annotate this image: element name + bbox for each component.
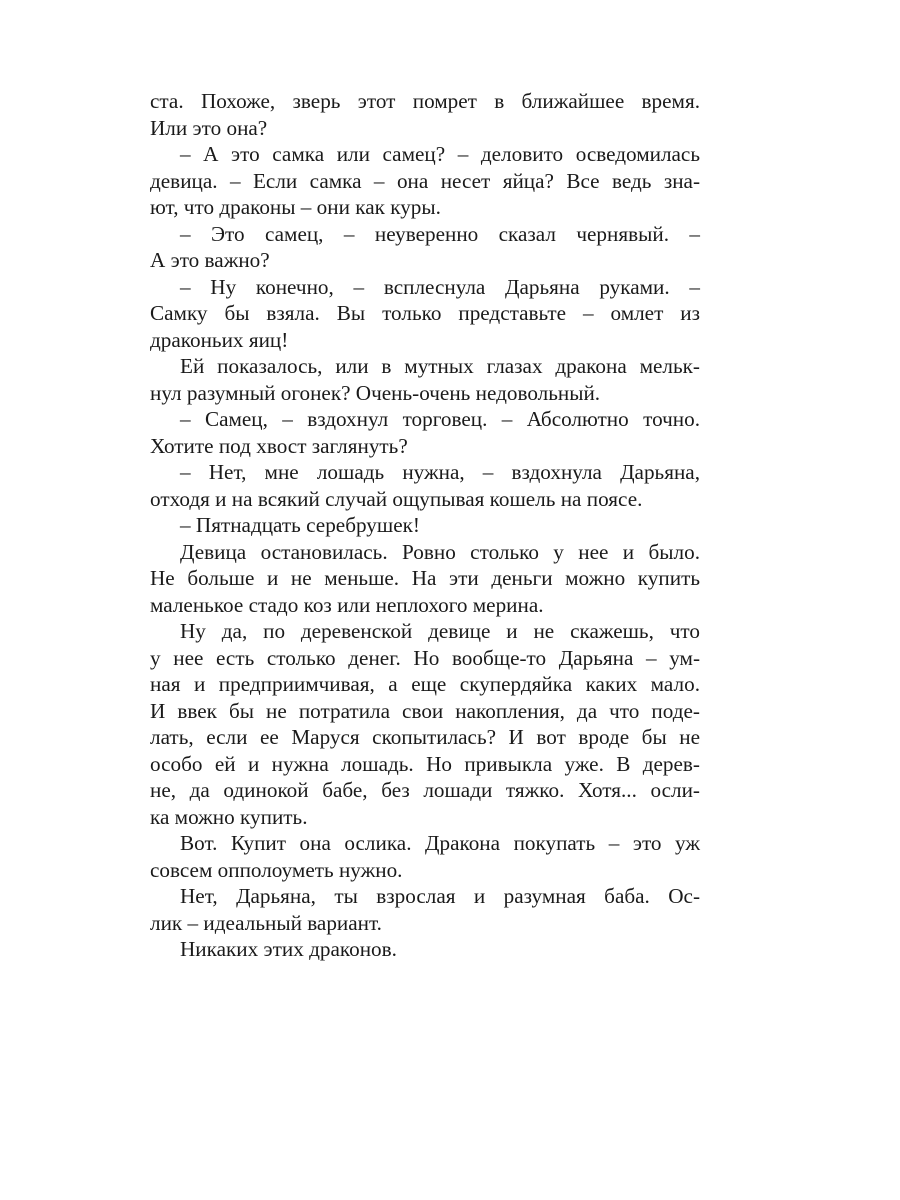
text-line: ная и предприимчивая, а еще скупердяйка каких мало. <box>150 672 700 696</box>
text-line: Не больше и не меньше. На эти деньги можно купить <box>150 566 700 590</box>
text-line: особо ей и нужна лошадь. Но привыкла уже. В дерев- <box>150 751 700 776</box>
text-line: ста. Похоже, зверь этот помрет в ближайшее время. <box>150 89 700 113</box>
text-line: Девица остановилась. Ровно столько у нее и было. <box>180 539 700 564</box>
text-line: Никаких этих драконов. <box>180 937 397 961</box>
text-line: Нет, Дарьяна, ты взрослая и разумная баба. Ос- <box>180 884 700 908</box>
text-line: лать, если ее Маруся скопытилась? И вот вроде бы не <box>150 725 700 749</box>
text-line: А это важно? <box>150 248 270 272</box>
text-line: Ей показалось, или в мутных глазах дракона мельк- <box>180 354 700 378</box>
text-line: – Пятнадцать серебрушек! <box>180 513 420 537</box>
text-line: Хотите под хвост заглянуть? <box>150 433 408 458</box>
text-line: девица. – Если самка – она несет яйца? Все ведь зна- <box>150 168 700 193</box>
text-line: Вот. Купит она ослика. Дракона покупать – это уж <box>180 831 700 855</box>
text-line: не, да одинокой бабе, без лошади тяжко. Хотя... осли- <box>150 778 700 802</box>
text-line: у нее есть столько денег. Но вообще-то Дарьяна – ум- <box>150 645 700 670</box>
text-line: маленькое стадо коз или неплохого мерина. <box>150 592 544 617</box>
text-line: Ну да, по деревенской девице и не скажешь, что <box>180 619 700 643</box>
text-line: И ввек бы не потратила свои накопления, да что поде- <box>150 698 700 723</box>
text-line: ка можно купить. <box>150 804 308 829</box>
text-line: – А это самка или самец? – деловито осведомилась <box>180 142 700 166</box>
text-line: ют, что драконы – они как куры. <box>150 195 441 219</box>
text-line: – Нет, мне лошадь нужна, – вздохнула Дарьяна, <box>180 460 700 484</box>
text-line: – Ну конечно, – всплеснула Дарьяна руками. – <box>180 274 700 299</box>
text-line: драконьих яиц! <box>150 327 289 352</box>
text-line: отходя и на всякий случай ощупывая кошель на поясе. <box>150 486 643 511</box>
text-line: нул разумный огонек? Очень-очень недовольный. <box>150 380 601 405</box>
text-line: – Самец, – вздохнул торговец. – Абсолютно точно. <box>180 407 700 431</box>
book-page-text <box>150 88 700 963</box>
text-line: совсем опполоуметь нужно. <box>150 857 403 882</box>
text-line: лик – идеальный вариант. <box>150 910 382 935</box>
text-line: Самку бы взяла. Вы только представьте – омлет из <box>150 301 700 325</box>
text-line: Или это она? <box>150 115 268 140</box>
text-line: – Это самец, – неуверенно сказал чернявый. – <box>180 221 700 246</box>
